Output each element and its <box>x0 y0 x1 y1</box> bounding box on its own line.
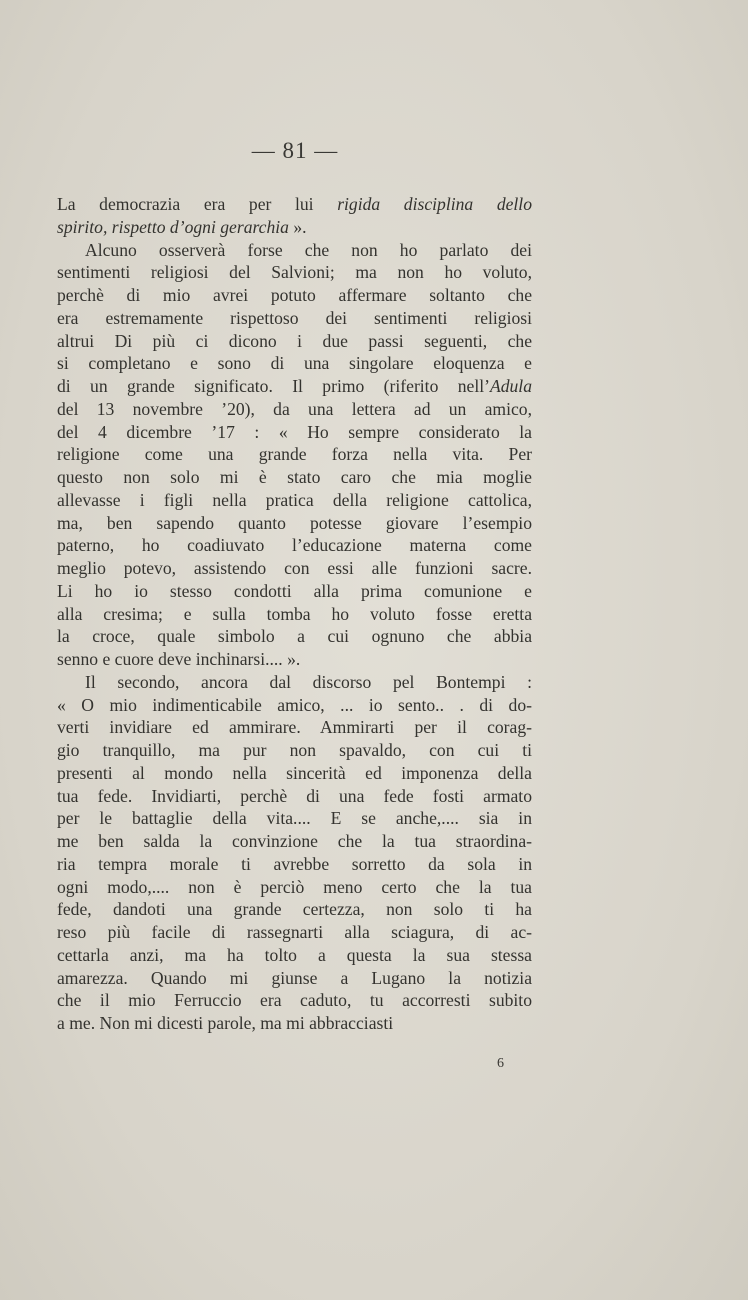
page-number: — 81 — <box>251 138 339 163</box>
text-segment: perchè di mio avrei potuto affermare soltanto che <box>57 285 532 305</box>
text-line <box>57 853 532 876</box>
text-line <box>57 580 532 603</box>
text-segment: altrui Di più ci dicono i due passi seguenti, che <box>57 330 532 351</box>
text-segment: reso più facile di rassegnarti alla sciagura, di ac- <box>57 922 532 942</box>
text-segment: ma, ben sapendo quanto potesse giovare l’esempio <box>57 512 532 533</box>
text-segment: religione come una grande forza nella vita. Per <box>57 444 532 465</box>
text-line <box>57 625 532 648</box>
text-line <box>57 534 532 557</box>
text-segment: di un grande significato. Il primo (riferito nell’ <box>57 376 490 396</box>
text-line <box>57 466 532 489</box>
text-line <box>57 421 532 444</box>
text-segment: ria tempra morale ti avrebbe sorretto da sola in <box>57 853 532 874</box>
text-segment: per le battaglie della vita.... E se anche,.... sia in <box>57 808 532 829</box>
text-segment: questo non solo mi è stato caro che mia moglie <box>57 467 532 487</box>
text-line <box>57 443 532 466</box>
text-line <box>57 967 532 990</box>
text-line <box>57 876 532 899</box>
text-line <box>57 489 532 512</box>
text-segment: allevasse i figli nella pratica della religione cattolica, <box>57 489 532 510</box>
text-line <box>57 284 532 307</box>
italic-text-segment: Adula <box>489 376 532 396</box>
text-segment: senno e cuore deve inchinarsi.... ». <box>57 649 301 669</box>
text-line <box>57 352 532 375</box>
text-line <box>57 1012 532 1035</box>
text-line <box>57 921 532 944</box>
text-line <box>57 375 532 398</box>
signature-mark: 6 <box>497 1056 504 1071</box>
text-segment: fede, dandoti una grande certezza, non solo ti ha <box>57 899 532 920</box>
text-line <box>57 671 532 694</box>
text-line <box>57 307 532 330</box>
text-line <box>57 898 532 921</box>
text-line <box>57 762 532 785</box>
text-segment: si completano e sono di una singolare eloquenza e <box>57 353 532 374</box>
text-segment: che il mio Ferruccio era caduto, tu accorresti subito <box>57 990 532 1011</box>
italic-text-segment: spirito, rispetto d’ogni gerarchia <box>57 216 289 237</box>
text-segment: del 13 novembre ’20), da una lettera ad un amico, <box>57 398 532 419</box>
text-segment: La democrazia era per lui <box>57 194 338 214</box>
text-line <box>57 739 532 762</box>
text-segment: gio tranquillo, ma pur non spavaldo, con cui ti <box>57 740 532 760</box>
text-segment: paterno, ho coadiuvato l’educazione materna come <box>57 535 532 556</box>
text-segment: alla cresima; e sulla tomba ho voluto fosse eretta <box>57 603 532 624</box>
text-line <box>57 239 532 262</box>
text-segment: me ben salda la convinzione che la tua straordina- <box>57 831 532 851</box>
text-line <box>57 330 532 353</box>
text-line <box>57 989 532 1012</box>
text-segment: ». <box>288 216 307 237</box>
text-segment: era estremamente rispettoso dei sentimenti religiosi <box>57 307 532 328</box>
text-segment: ogni modo,.... non è perciò meno certo che la tua <box>57 876 532 897</box>
text-segment: tua fede. Invidiarti, perchè di una fede fosti armato <box>57 785 532 806</box>
text-segment: Alcuno osserverà forse che non ho parlato dei <box>85 239 532 260</box>
text-segment: cettarla anzi, ma ha tolto a questa la sua stessa <box>57 944 532 965</box>
text-segment: Il secondo, ancora dal discorso pel Bontempi : <box>85 671 532 692</box>
body-text <box>57 193 532 1035</box>
text-line <box>57 261 532 284</box>
text-line <box>57 830 532 853</box>
text-line <box>57 193 532 216</box>
text-line <box>57 398 532 421</box>
text-segment: « O mio indimenticabile amico, ... io sento.. . di do- <box>57 694 532 715</box>
text-segment: meglio potevo, assistendo con essi alle funzioni sacre. <box>57 558 532 578</box>
text-segment: a me. Non mi dicesti parole, ma mi abbracciasti <box>57 1013 394 1033</box>
text-line <box>57 694 532 717</box>
text-line <box>57 716 532 739</box>
italic-text-segment: rigida disciplina dello <box>337 194 532 214</box>
text-line <box>57 785 532 808</box>
text-segment: del 4 dicembre ’17 : « Ho sempre considerato la <box>57 421 532 442</box>
text-segment: presenti al mondo nella sincerità ed imponenza della <box>57 762 532 783</box>
text-segment: sentimenti religiosi del Salvioni; ma non ho voluto, <box>57 262 532 283</box>
text-segment: la croce, quale simbolo a cui ognuno che abbia <box>57 626 532 647</box>
text-line <box>57 807 532 830</box>
text-line <box>57 603 532 626</box>
text-line <box>57 557 532 580</box>
text-line <box>57 216 532 239</box>
text-line <box>57 944 532 967</box>
text-segment: verti invidiare ed ammirare. Ammirarti per il corag- <box>57 717 532 738</box>
text-line <box>57 512 532 535</box>
text-segment: Li ho io stesso condotti alla prima comunione e <box>57 580 532 601</box>
text-segment: amarezza. Quando mi giunse a Lugano la notizia <box>57 967 532 988</box>
text-line <box>57 648 532 671</box>
